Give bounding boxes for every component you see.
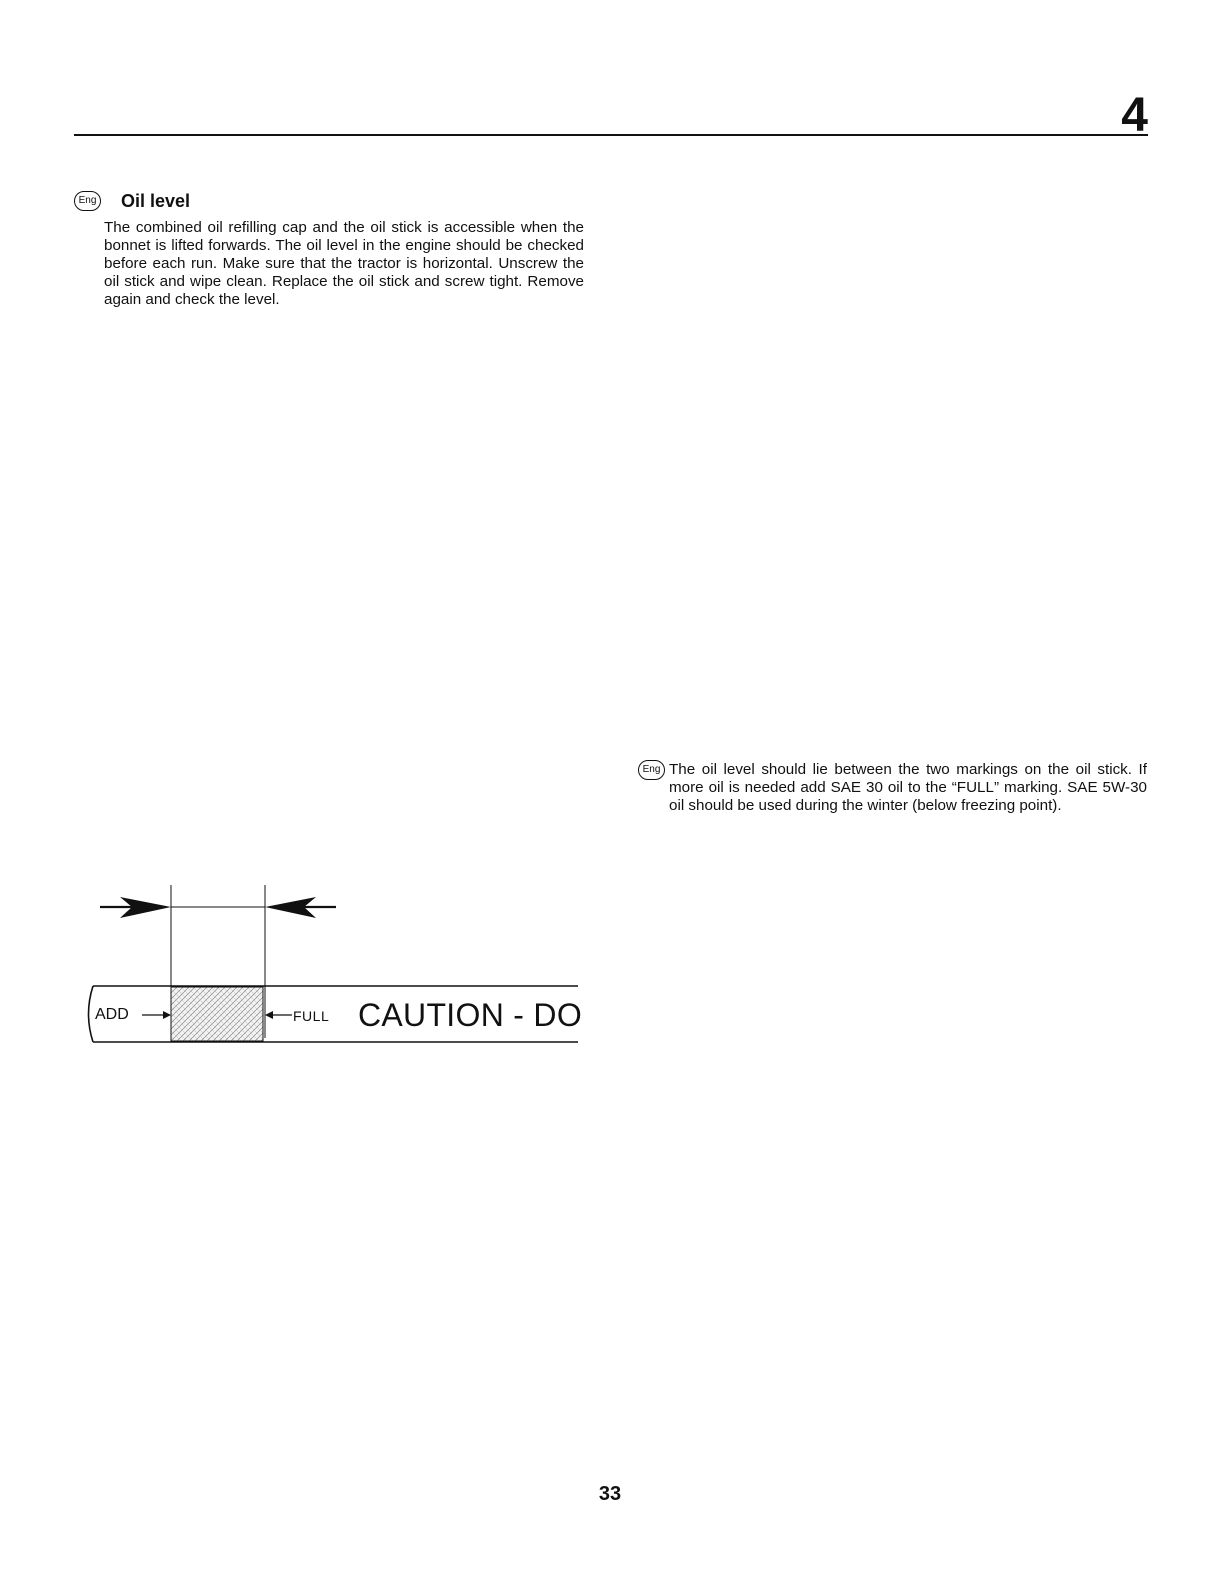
caution-text: CAUTION - DO <box>358 997 583 1033</box>
full-arrow-icon <box>265 1011 273 1019</box>
section-title: Oil level <box>121 191 191 211</box>
oil-level-band <box>171 987 263 1041</box>
dipstick-diagram <box>80 880 590 1050</box>
language-badge-icon: Eng <box>638 760 665 780</box>
add-arrow-icon <box>163 1011 171 1019</box>
add-label: ADD <box>95 1006 129 1023</box>
chapter-number: 4 <box>1121 89 1148 142</box>
full-label: FULL <box>293 1008 330 1024</box>
oil-level-instructions: The oil level should lie between the two markings on the oil stick. If more oil is needed add SAE 30 oil to the “FULL” marking. SAE 5W-30 oil should be used during the winter (below freezing point). <box>669 761 1147 814</box>
section-body: The combined oil refilling cap and the oil stick is accessible when the bonnet is lifted forwards. The oil level in the engine should be checked before each run. Make sure that the tractor is horizontal. Unscrew the oil stick and wipe clean. Replace the oil stick and screw tight. Remove again and check the level. <box>104 219 584 308</box>
language-badge-icon: Eng <box>74 191 101 211</box>
header-rule <box>74 134 1148 136</box>
page-number: 33 <box>598 1483 622 1505</box>
